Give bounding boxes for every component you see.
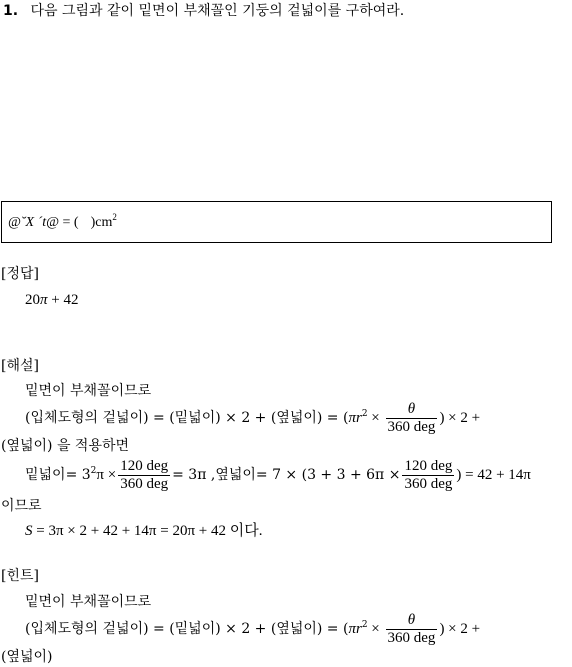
explanation-final-s: S (25, 523, 33, 539)
answer-value (25, 291, 78, 309)
answer-box-content (8, 212, 117, 231)
question-text: 다음 그림과 같이 밑면이 부채꼴인 기둥의 겉넓이를 구하여라. (30, 3, 405, 19)
answer-coef: 20 (25, 292, 40, 308)
explanation-formula-pi: πr (348, 410, 362, 426)
explanation-line1: 밑면이 부채꼴이므로 (25, 383, 152, 399)
question-line (3, 2, 404, 20)
explanation-final-rest: = 3π × 2 + 42 + 14π = 20π + 42 이다. (32, 523, 263, 539)
explanation-side-den: 360 deg (404, 475, 453, 492)
hint-line1: 밑면이 부채꼴이므로 (25, 594, 152, 610)
explanation-line3: (옆넓이) 을 적용하면 (1, 438, 130, 454)
explanation-base-num: 120 deg (120, 457, 169, 474)
answer-const: + 42 (47, 292, 79, 308)
answer-box-garbled: @˘X ´t@ (8, 215, 60, 230)
explanation-base-prefix: 밑넓이= 3 (25, 467, 91, 483)
hint-formula-left: (입체도형의 겉넓이) = (밑넓이) × 2 + (옆넓이) = ( (25, 621, 349, 637)
answer-input-box (1, 201, 552, 243)
answer-box-eq: = ( (59, 215, 79, 230)
hint-formula-right: ) × 2 + (439, 621, 481, 637)
explanation-base-fraction (118, 458, 170, 493)
question-number: 1. (3, 3, 19, 19)
hint-heading: [힌트] (1, 568, 39, 584)
explanation-side-num: 120 deg (404, 457, 453, 474)
answer-unit: )cm (90, 215, 113, 230)
explanation-formula-den: 360 deg (387, 418, 436, 435)
explanation-base-exp: 2 (90, 466, 97, 476)
hint-formula-fraction (386, 612, 438, 647)
explanation-line5: 이므로 (1, 498, 42, 514)
hint-formula (25, 609, 480, 649)
explanation-formula-left: (입체도형의 겉넓이) = (밑넓이) × 2 + (옆넓이) = ( (25, 410, 349, 426)
explanation-base-mid2: = 3π ,옆넓이= 7 × (3 + 3 + 6π × (172, 467, 401, 483)
answer-unit-exp: 2 (112, 212, 117, 222)
hint-formula-times: × (367, 621, 384, 637)
explanation-base-mid1: π × (96, 467, 117, 483)
explanation-formula-num: θ (386, 401, 438, 419)
explanation-formula-fraction (386, 401, 438, 436)
explanation-calc (25, 454, 531, 496)
answer-blank[interactable] (79, 215, 91, 231)
explanation-side-fraction (402, 458, 454, 493)
explanation-formula-right: ) × 2 + (439, 410, 481, 426)
hint-formula-pi: πr (348, 621, 362, 637)
explanation-formula-times: × (367, 410, 384, 426)
explanation-formula-exp: 2 (361, 409, 368, 419)
explanation-base-den: 360 deg (120, 475, 169, 492)
hint-formula-num: θ (386, 612, 438, 630)
hint-formula-den: 360 deg (387, 629, 436, 646)
explanation-side-end: ) = 42 + 14π (456, 467, 531, 483)
explanation-heading: [해설] (1, 358, 39, 374)
answer-heading: [정답] (1, 266, 39, 282)
hint-line3: (옆넓이) (1, 649, 53, 665)
explanation-final (25, 522, 262, 540)
hint-formula-exp: 2 (361, 620, 368, 630)
answer-pi: π (40, 292, 48, 308)
explanation-formula (25, 398, 480, 438)
